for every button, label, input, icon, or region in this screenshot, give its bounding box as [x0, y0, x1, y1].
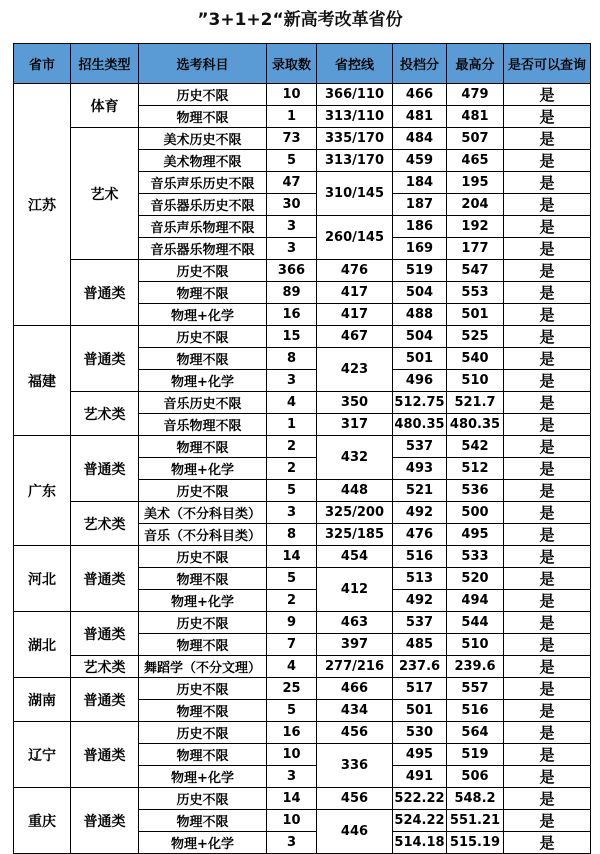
file-score-cell: 524.22	[393, 810, 447, 832]
max-score-cell: 551.21	[447, 810, 504, 832]
queryable-cell: 是	[504, 568, 591, 590]
max-score-cell: 553	[447, 282, 504, 304]
queryable-cell: 是	[504, 150, 591, 172]
queryable-cell: 是	[504, 238, 591, 260]
count-cell: 15	[267, 326, 317, 348]
subject-cell: 物理+化学	[139, 590, 267, 612]
count-cell: 9	[267, 612, 317, 634]
subject-cell: 物理不限	[139, 744, 267, 766]
category-cell: 艺术类	[71, 392, 139, 436]
count-cell: 89	[267, 282, 317, 304]
table-row	[14, 260, 591, 282]
subject-cell: 音乐器乐物理不限	[139, 238, 267, 260]
subject-cell: 物理不限	[139, 568, 267, 590]
queryable-cell: 是	[504, 436, 591, 458]
category-cell: 艺术类	[71, 502, 139, 546]
category-cell: 普通类	[71, 722, 139, 788]
category-cell: 普通类	[71, 546, 139, 612]
control-line-cell: 466	[317, 678, 393, 700]
control-line-cell: 456	[317, 722, 393, 744]
queryable-cell: 是	[504, 744, 591, 766]
count-cell: 30	[267, 194, 317, 216]
control-line-cell: 350	[317, 392, 393, 414]
subject-cell: 历史不限	[139, 612, 267, 634]
subject-cell: 美术历史不限	[139, 128, 267, 150]
count-cell: 1	[267, 106, 317, 128]
max-score-cell: 515.19	[447, 832, 504, 854]
control-line-cell: 417	[317, 304, 393, 326]
queryable-cell: 是	[504, 304, 591, 326]
table-row	[14, 502, 591, 524]
max-score-cell: 480.35	[447, 414, 504, 436]
max-score-cell: 533	[447, 546, 504, 568]
max-score-cell: 557	[447, 678, 504, 700]
file-score-cell: 496	[393, 370, 447, 392]
queryable-cell: 是	[504, 392, 591, 414]
count-cell: 3	[267, 766, 317, 788]
queryable-cell: 是	[504, 414, 591, 436]
control-line-cell: 325/200	[317, 502, 393, 524]
file-score-cell: 512.75	[393, 392, 447, 414]
queryable-cell: 是	[504, 524, 591, 546]
province-cell: 湖北	[14, 612, 71, 678]
queryable-cell: 是	[504, 832, 591, 854]
max-score-cell: 544	[447, 612, 504, 634]
queryable-cell: 是	[504, 348, 591, 370]
control-line-cell: 317	[317, 414, 393, 436]
count-cell: 1	[267, 414, 317, 436]
queryable-cell: 是	[504, 590, 591, 612]
queryable-cell: 是	[504, 722, 591, 744]
file-score-cell: 517	[393, 678, 447, 700]
subject-cell: 物理不限	[139, 700, 267, 722]
file-score-cell: 495	[393, 744, 447, 766]
count-cell: 7	[267, 634, 317, 656]
max-score-cell: 525	[447, 326, 504, 348]
province-cell: 广东	[14, 436, 71, 546]
file-score-cell: 466	[393, 84, 447, 106]
queryable-cell: 是	[504, 656, 591, 678]
category-cell: 艺术类	[71, 656, 139, 678]
queryable-cell: 是	[504, 766, 591, 788]
table-row	[14, 128, 591, 150]
file-score-cell: 187	[393, 194, 447, 216]
subject-cell: 物理不限	[139, 282, 267, 304]
control-line-cell: 448	[317, 480, 393, 502]
table-row	[14, 656, 591, 678]
max-score-cell: 495	[447, 524, 504, 546]
queryable-cell: 是	[504, 84, 591, 106]
header-queryable: 是否可以查询	[504, 44, 591, 84]
subject-cell: 物理不限	[139, 810, 267, 832]
queryable-cell: 是	[504, 502, 591, 524]
count-cell: 10	[267, 810, 317, 832]
province-cell: 福建	[14, 326, 71, 436]
file-score-cell: 484	[393, 128, 447, 150]
queryable-cell: 是	[504, 458, 591, 480]
control-line-cell: 417	[317, 282, 393, 304]
count-cell: 3	[267, 832, 317, 854]
count-cell: 3	[267, 238, 317, 260]
control-line-cell: 366/110	[317, 84, 393, 106]
category-cell: 普通类	[71, 678, 139, 722]
file-score-cell: 521	[393, 480, 447, 502]
subject-cell: 美术物理不限	[139, 150, 267, 172]
category-cell: 艺术	[71, 128, 139, 260]
control-line-cell: 412	[317, 568, 393, 612]
control-line-cell: 456	[317, 788, 393, 810]
province-cell: 湖南	[14, 678, 71, 722]
max-score-cell: 536	[447, 480, 504, 502]
file-score-cell: 516	[393, 546, 447, 568]
file-score-cell: 519	[393, 260, 447, 282]
count-cell: 14	[267, 546, 317, 568]
count-cell: 4	[267, 392, 317, 414]
header-category: 招生类型	[71, 44, 139, 84]
max-score-cell: 481	[447, 106, 504, 128]
file-score-cell: 186	[393, 216, 447, 238]
table-row	[14, 546, 591, 568]
file-score-cell: 492	[393, 590, 447, 612]
count-cell: 5	[267, 700, 317, 722]
queryable-cell: 是	[504, 810, 591, 832]
queryable-cell: 是	[504, 260, 591, 282]
table-row	[14, 392, 591, 414]
file-score-cell: 237.6	[393, 656, 447, 678]
count-cell: 366	[267, 260, 317, 282]
header-max-score: 最高分	[447, 44, 504, 84]
file-score-cell: 481	[393, 106, 447, 128]
count-cell: 3	[267, 502, 317, 524]
control-line-cell: 467	[317, 326, 393, 348]
table-row	[14, 84, 591, 106]
control-line-cell: 476	[317, 260, 393, 282]
queryable-cell: 是	[504, 788, 591, 810]
subject-cell: 历史不限	[139, 722, 267, 744]
count-cell: 4	[267, 656, 317, 678]
count-cell: 2	[267, 458, 317, 480]
subject-cell: 历史不限	[139, 326, 267, 348]
max-score-cell: 204	[447, 194, 504, 216]
file-score-cell: 476	[393, 524, 447, 546]
queryable-cell: 是	[504, 128, 591, 150]
category-cell: 普通类	[71, 436, 139, 502]
max-score-cell: 494	[447, 590, 504, 612]
control-line-cell: 260/145	[317, 216, 393, 260]
subject-cell: 历史不限	[139, 788, 267, 810]
count-cell: 10	[267, 84, 317, 106]
header-control-line: 省控线	[317, 44, 393, 84]
max-score-cell: 564	[447, 722, 504, 744]
subject-cell: 音乐器乐历史不限	[139, 194, 267, 216]
subject-cell: 物理+化学	[139, 766, 267, 788]
file-score-cell: 537	[393, 436, 447, 458]
subject-cell: 物理不限	[139, 348, 267, 370]
file-score-cell: 522.22	[393, 788, 447, 810]
admission-table	[13, 43, 591, 854]
queryable-cell: 是	[504, 370, 591, 392]
queryable-cell: 是	[504, 612, 591, 634]
queryable-cell: 是	[504, 678, 591, 700]
count-cell: 3	[267, 216, 317, 238]
control-line-cell: 434	[317, 700, 393, 722]
control-line-cell: 325/185	[317, 524, 393, 546]
subject-cell: 物理+化学	[139, 304, 267, 326]
subject-cell: 物理+化学	[139, 832, 267, 854]
file-score-cell: 513	[393, 568, 447, 590]
count-cell: 8	[267, 348, 317, 370]
count-cell: 73	[267, 128, 317, 150]
category-cell: 普通类	[71, 326, 139, 392]
category-cell: 普通类	[71, 612, 139, 656]
file-score-cell: 514.18	[393, 832, 447, 854]
control-line-cell: 397	[317, 634, 393, 656]
subject-cell: 音乐物理不限	[139, 414, 267, 436]
max-score-cell: 547	[447, 260, 504, 282]
table-row	[14, 436, 591, 458]
queryable-cell: 是	[504, 194, 591, 216]
max-score-cell: 506	[447, 766, 504, 788]
subject-cell: 历史不限	[139, 546, 267, 568]
subject-cell: 历史不限	[139, 260, 267, 282]
queryable-cell: 是	[504, 480, 591, 502]
subject-cell: 音乐（不分科目类）	[139, 524, 267, 546]
max-score-cell: 520	[447, 568, 504, 590]
count-cell: 5	[267, 480, 317, 502]
max-score-cell: 516	[447, 700, 504, 722]
control-line-cell: 313/110	[317, 106, 393, 128]
file-score-cell: 485	[393, 634, 447, 656]
file-score-cell: 501	[393, 348, 447, 370]
subject-cell: 物理不限	[139, 106, 267, 128]
max-score-cell: 177	[447, 238, 504, 260]
file-score-cell: 184	[393, 172, 447, 194]
count-cell: 5	[267, 568, 317, 590]
file-score-cell: 459	[393, 150, 447, 172]
file-score-cell: 493	[393, 458, 447, 480]
control-line-cell: 463	[317, 612, 393, 634]
count-cell: 3	[267, 370, 317, 392]
control-line-cell: 423	[317, 348, 393, 392]
control-line-cell: 432	[317, 436, 393, 480]
max-score-cell: 519	[447, 744, 504, 766]
file-score-cell: 504	[393, 282, 447, 304]
file-score-cell: 491	[393, 766, 447, 788]
queryable-cell: 是	[504, 282, 591, 304]
control-line-cell: 336	[317, 744, 393, 788]
queryable-cell: 是	[504, 326, 591, 348]
header-subject: 选考科目	[139, 44, 267, 84]
category-cell: 体育	[71, 84, 139, 128]
province-cell: 重庆	[14, 788, 71, 854]
subject-cell: 美术（不分科目类）	[139, 502, 267, 524]
table-row	[14, 788, 591, 810]
page-title: ”3+1+2“新高考改革省份	[197, 10, 403, 30]
max-score-cell: 500	[447, 502, 504, 524]
control-line-cell: 335/170	[317, 128, 393, 150]
control-line-cell: 310/145	[317, 172, 393, 216]
category-cell: 普通类	[71, 260, 139, 326]
max-score-cell: 192	[447, 216, 504, 238]
max-score-cell: 521.7	[447, 392, 504, 414]
max-score-cell: 465	[447, 150, 504, 172]
header-count: 录取数	[267, 44, 317, 84]
file-score-cell: 492	[393, 502, 447, 524]
count-cell: 25	[267, 678, 317, 700]
header-province: 省市	[14, 44, 71, 84]
header-file-score: 投档分	[393, 44, 447, 84]
subject-cell: 历史不限	[139, 678, 267, 700]
subject-cell: 音乐历史不限	[139, 392, 267, 414]
queryable-cell: 是	[504, 216, 591, 238]
queryable-cell: 是	[504, 546, 591, 568]
count-cell: 2	[267, 436, 317, 458]
max-score-cell: 542	[447, 436, 504, 458]
province-cell: 河北	[14, 546, 71, 612]
queryable-cell: 是	[504, 634, 591, 656]
table-row	[14, 326, 591, 348]
table-row	[14, 722, 591, 744]
count-cell: 2	[267, 590, 317, 612]
count-cell: 47	[267, 172, 317, 194]
count-cell: 10	[267, 744, 317, 766]
subject-cell: 物理+化学	[139, 370, 267, 392]
file-score-cell: 501	[393, 700, 447, 722]
category-cell: 普通类	[71, 788, 139, 854]
subject-cell: 历史不限	[139, 480, 267, 502]
subject-cell: 物理不限	[139, 634, 267, 656]
file-score-cell: 537	[393, 612, 447, 634]
file-score-cell: 169	[393, 238, 447, 260]
count-cell: 8	[267, 524, 317, 546]
max-score-cell: 512	[447, 458, 504, 480]
control-line-cell: 313/170	[317, 150, 393, 172]
province-cell: 江苏	[14, 84, 71, 326]
table-body	[14, 84, 591, 854]
file-score-cell: 488	[393, 304, 447, 326]
max-score-cell: 195	[447, 172, 504, 194]
subject-cell: 物理+化学	[139, 458, 267, 480]
max-score-cell: 540	[447, 348, 504, 370]
subject-cell: 舞蹈学（不分文理）	[139, 656, 267, 678]
subject-cell: 音乐声乐物理不限	[139, 216, 267, 238]
queryable-cell: 是	[504, 172, 591, 194]
max-score-cell: 239.6	[447, 656, 504, 678]
max-score-cell: 510	[447, 634, 504, 656]
queryable-cell: 是	[504, 700, 591, 722]
subject-cell: 音乐声乐历史不限	[139, 172, 267, 194]
max-score-cell: 510	[447, 370, 504, 392]
province-cell: 辽宁	[14, 722, 71, 788]
control-line-cell: 446	[317, 810, 393, 854]
file-score-cell: 480.35	[393, 414, 447, 436]
count-cell: 16	[267, 304, 317, 326]
control-line-cell: 454	[317, 546, 393, 568]
max-score-cell: 507	[447, 128, 504, 150]
table-header-row	[14, 44, 591, 84]
file-score-cell: 530	[393, 722, 447, 744]
table-row	[14, 612, 591, 634]
count-cell: 16	[267, 722, 317, 744]
max-score-cell: 479	[447, 84, 504, 106]
max-score-cell: 501	[447, 304, 504, 326]
subject-cell: 物理不限	[139, 436, 267, 458]
file-score-cell: 504	[393, 326, 447, 348]
queryable-cell: 是	[504, 106, 591, 128]
subject-cell: 历史不限	[139, 84, 267, 106]
control-line-cell: 277/216	[317, 656, 393, 678]
max-score-cell: 548.2	[447, 788, 504, 810]
count-cell: 5	[267, 150, 317, 172]
table-row	[14, 678, 591, 700]
count-cell: 14	[267, 788, 317, 810]
